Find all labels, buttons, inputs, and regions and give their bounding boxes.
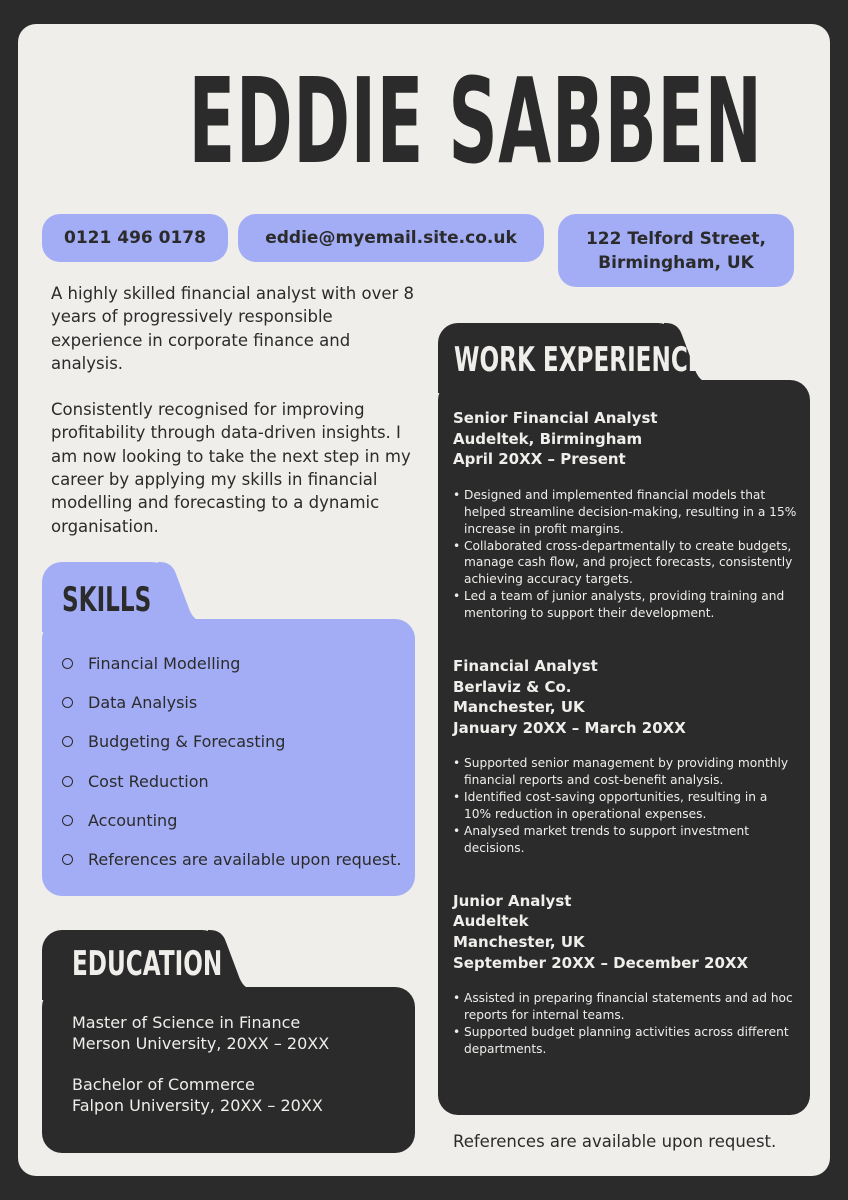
education-heading: EDUCATION [72,944,223,984]
school-name: Falpon University, 20XX – 20XX [72,1096,323,1115]
job-bullets [453,487,798,622]
education-list [72,1012,402,1136]
summary-paragraph-2: Consistently recognised for improving profitability through data-driven insights. I am now looking to take the next step in my career by applying my skills in financial modelling and forecasting to a dynamic organisation. [51,400,411,536]
skill-label: Data Analysis [88,693,198,713]
list-item [62,840,422,879]
job-company: Audeltek, Birmingham [453,429,643,448]
job-dates: January 20XX – March 20XX [453,718,686,737]
references-note: References are available upon request. [453,1132,777,1151]
job-company: Berlaviz & Co. [453,677,572,696]
degree-name: Master of Science in Finance [72,1013,301,1032]
circle-bullet-icon [62,815,73,826]
list-item: • Analysed market trends to support investment decisions. [453,823,798,857]
list-item [62,722,422,761]
job-location: Manchester, UK [453,933,585,952]
work-heading: WORK EXPERIENCE [454,340,704,380]
address-pill [558,214,794,287]
job-header [453,656,798,738]
job-company: Audeltek [453,912,529,931]
job-entry [453,656,798,857]
work-list [453,408,798,1092]
list-item: • Designed and implemented financial models that helped streamline decision-making, resulting in a 15% increase in profit margins. [453,487,798,538]
skill-label: Cost Reduction [88,771,209,791]
address-line-2: Birmingham, UK [598,252,754,273]
skills-list [62,644,422,879]
circle-bullet-icon [62,658,73,669]
summary-paragraph-1: A highly skilled financial analyst with over 8 years of progressively responsible experience in corporate finance and analysis. [51,284,415,373]
list-item: • Collaborated cross-departmentally to create budgets, manage cash flow, and project forecasts, consistently achieving accuracy targets. [453,538,798,589]
job-header [453,891,798,973]
job-location: Manchester, UK [453,698,585,717]
skill-label: Accounting [88,810,178,830]
list-item [62,683,422,722]
resume-page [18,24,830,1176]
list-item: • Led a team of junior analysts, providing training and mentoring to support their development. [453,588,798,622]
list-item: • Identified cost-saving opportunities, resulting in a 10% reduction in operational expenses. [453,789,798,823]
circle-bullet-icon [62,776,73,787]
job-bullets [453,990,798,1058]
list-item: • Supported budget planning activities across different departments. [453,1024,798,1058]
education-entry [72,1074,402,1116]
skills-heading: SKILLS [62,580,152,620]
circle-bullet-icon [62,736,73,747]
candidate-name: EDDIE SABBEN [188,52,763,190]
skills-tab-slope [158,562,198,622]
job-title: Junior Analyst [453,891,572,910]
circle-bullet-icon [62,854,73,865]
phone-pill: 0121 496 0178 [42,214,228,262]
job-entry [453,408,798,622]
profile-summary [51,282,421,561]
skill-label: References are available upon request. [88,850,402,870]
skill-label: Financial Modelling [88,654,241,674]
list-item [62,762,422,801]
education-entry [72,1012,402,1054]
skill-label: Budgeting & Forecasting [88,732,286,752]
job-bullets [453,755,798,856]
email-pill: eddie@myemail.site.co.uk [238,214,544,262]
job-entry [453,891,798,1058]
list-item [62,801,422,840]
list-item: • Assisted in preparing financial statements and ad hoc reports for internal teams. [453,990,798,1024]
job-title: Senior Financial Analyst [453,409,658,427]
list-item: • Supported senior management by providing monthly financial reports and cost-benefit analysis. [453,755,798,789]
job-dates: September 20XX – December 20XX [453,953,749,972]
address-line-1: 122 Telford Street, [585,228,767,249]
job-title: Financial Analyst [453,657,598,676]
job-dates: April 20XX – Present [453,450,626,469]
list-item [62,644,422,683]
job-header [453,408,798,470]
school-name: Merson University, 20XX – 20XX [72,1034,330,1053]
degree-name: Bachelor of Commerce [72,1075,255,1094]
circle-bullet-icon [62,697,73,708]
